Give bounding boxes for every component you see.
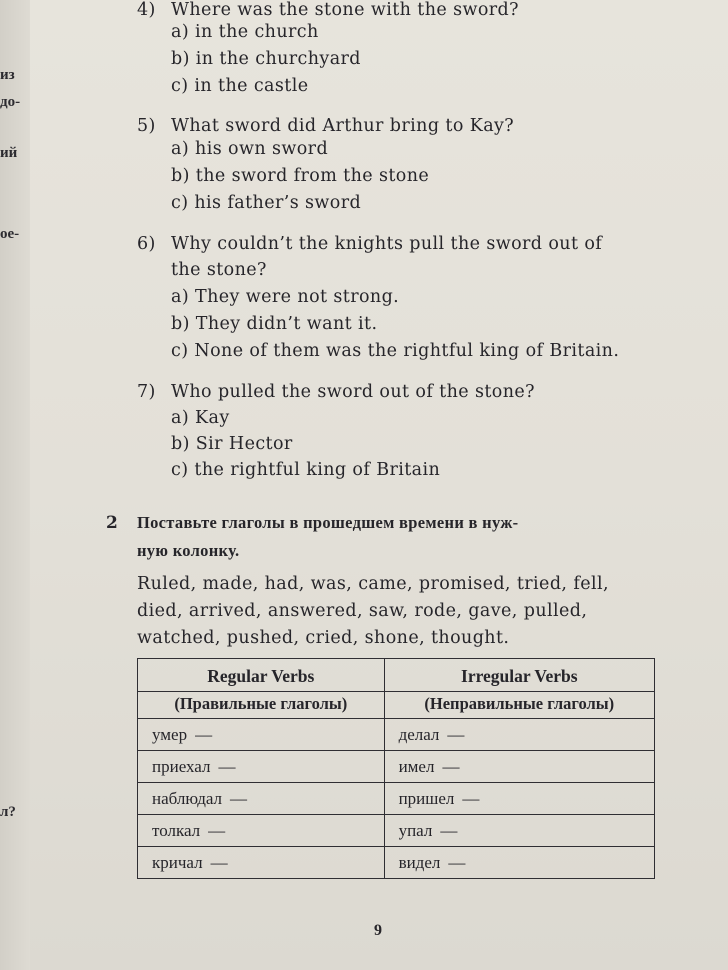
option: a) They were not strong. <box>171 287 400 307</box>
cell-word: имел <box>398 756 435 776</box>
page-number: 9 <box>374 922 382 939</box>
option: c) None of them was the rightful king of Britain. <box>171 341 620 361</box>
option: c) his father’s sword <box>171 193 362 213</box>
table-row <box>138 815 655 847</box>
option: b) the sword from the stone <box>171 166 430 186</box>
header-russian: (Неправильные глаголы) <box>385 691 654 718</box>
table-header-row <box>138 659 655 719</box>
option: b) Sir Hector <box>171 434 293 454</box>
cell-word: приехал <box>152 756 211 776</box>
cell-word: делал <box>398 724 440 744</box>
margin-fragment: ий <box>0 145 18 161</box>
header-english: Regular Verbs <box>207 666 315 686</box>
table-cell <box>384 815 654 847</box>
table-cell <box>384 751 654 783</box>
word-list: died, arrived, answered, saw, rode, gave, pulled, <box>137 601 588 621</box>
table-cell <box>384 847 654 879</box>
question-text: Who pulled the sword out of the stone? <box>171 382 535 402</box>
answer-dash: — <box>462 788 480 808</box>
answer-dash: — <box>447 724 465 744</box>
table-row <box>138 847 655 879</box>
option: a) in the church <box>171 22 319 42</box>
question-text-continued: the stone? <box>171 260 267 280</box>
header-english: Irregular Verbs <box>461 666 578 686</box>
task-title-continued: ную колонку. <box>137 541 240 560</box>
table-row <box>138 783 655 815</box>
option: b) They didn’t want it. <box>171 314 378 334</box>
question-number: 4) <box>137 0 156 20</box>
table-cell <box>138 815 385 847</box>
task-title: Поставьте глаголы в прошедшем времени в нуж- <box>137 513 519 532</box>
cell-word: видел <box>398 852 441 872</box>
answer-dash: — <box>210 852 228 872</box>
answer-dash: — <box>230 788 248 808</box>
table-row <box>138 719 655 751</box>
table-cell <box>384 783 654 815</box>
option: a) his own sword <box>171 139 329 159</box>
answer-dash: — <box>218 756 236 776</box>
table-cell <box>138 751 385 783</box>
table-row <box>138 751 655 783</box>
answer-dash: — <box>440 820 458 840</box>
table-cell <box>138 719 385 751</box>
task-number: 2 <box>106 513 118 533</box>
answer-dash: — <box>195 724 213 744</box>
left-page-edge <box>0 0 30 970</box>
question-number: 7) <box>137 382 156 402</box>
word-list: watched, pushed, cried, shone, thought. <box>137 628 510 648</box>
table-cell <box>384 719 654 751</box>
cell-word: кричал <box>152 852 203 872</box>
cell-word: наблюдал <box>152 788 223 808</box>
option: c) in the castle <box>171 76 309 96</box>
question-number: 5) <box>137 116 156 136</box>
option: a) Kay <box>171 408 230 428</box>
cell-word: упал <box>398 820 433 840</box>
header-russian: (Правильные глаголы) <box>138 691 384 718</box>
irregular-verbs-header <box>384 659 654 719</box>
margin-fragment: л? <box>0 804 16 820</box>
verbs-table <box>137 658 655 879</box>
regular-verbs-header <box>138 659 385 719</box>
table-cell <box>138 783 385 815</box>
question-text: Where was the stone with the sword? <box>171 0 519 20</box>
margin-fragment: до- <box>0 94 21 110</box>
answer-dash: — <box>442 756 460 776</box>
answer-dash: — <box>208 820 226 840</box>
margin-fragment: ое- <box>0 226 20 242</box>
question-number: 6) <box>137 234 156 254</box>
cell-word: пришел <box>398 788 455 808</box>
question-text: Why couldn’t the knights pull the sword out of <box>171 234 603 254</box>
answer-dash: — <box>448 852 466 872</box>
cell-word: умер <box>152 724 188 744</box>
option: c) the rightful king of Britain <box>171 460 441 480</box>
table-cell <box>138 847 385 879</box>
option: b) in the churchyard <box>171 49 361 69</box>
cell-word: толкал <box>152 820 201 840</box>
word-list: Ruled, made, had, was, came, promised, tried, fell, <box>137 574 609 594</box>
question-text: What sword did Arthur bring to Kay? <box>171 116 515 136</box>
margin-fragment: из <box>0 67 15 83</box>
